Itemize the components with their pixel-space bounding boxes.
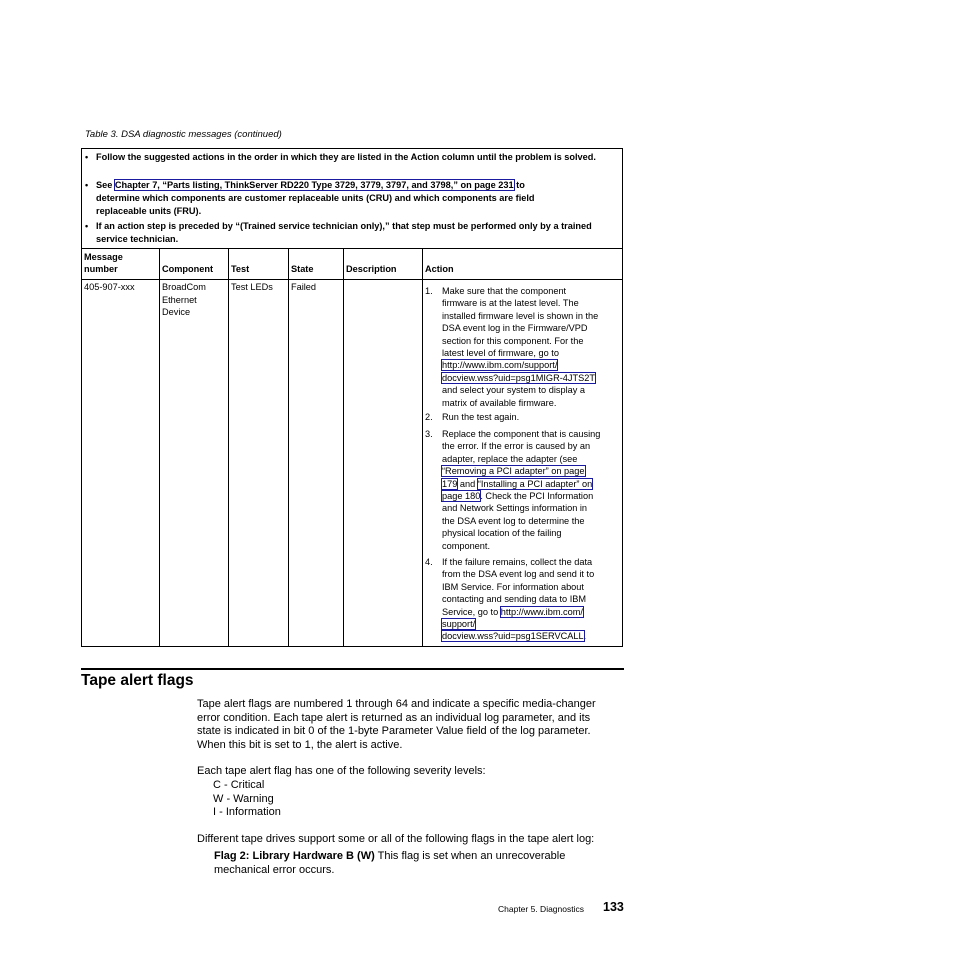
text-line: from the DSA event log and send it to (442, 569, 595, 580)
section-heading: Tape alert flags (81, 672, 194, 689)
note-2 (96, 179, 611, 218)
severity-intro: Each tape alert flag has one of the following severity levels: (197, 765, 486, 777)
removing-pci-adapter-link[interactable]: 179 (442, 478, 458, 489)
flag-2-text: mechanical error occurs. (214, 863, 335, 876)
header-message-number: Message number (84, 252, 123, 274)
column-divider (228, 248, 229, 646)
note-3: If an action step is preceded by “(Trained service technician only),” that step must be performed only by a trained service technician. (96, 221, 592, 244)
step-number: 1. (425, 286, 433, 296)
page-number: 133 (603, 900, 624, 914)
flag-2-text: This flag is set when an unrecoverable (374, 850, 566, 862)
text-line: installed firmware level is shown in the (442, 310, 599, 321)
ibm-service-link[interactable]: http://www.ibm.com/ (500, 606, 583, 617)
note-2-pre: See (96, 180, 113, 190)
severity-warning: W - Warning (213, 793, 274, 805)
text-line: Replace the component that is causing (442, 429, 601, 439)
flag-2-label: Flag 2: Library Hardware B (W) (214, 850, 375, 862)
cell-component: BroadCom Ethernet Device (162, 282, 206, 317)
text-line: contacting and sending data to IBM (442, 594, 587, 605)
text-line: Service, go to (442, 606, 499, 617)
flag-2-entry (214, 850, 614, 877)
ibm-service-link[interactable]: support/ (442, 619, 476, 630)
footer-chapter: Chapter 5. Diagnostics (498, 904, 584, 914)
ibm-service-link[interactable]: docview.wss?uid=psg1SERVCALL (442, 631, 584, 642)
header-divider (82, 279, 622, 280)
step-number: 4. (425, 557, 433, 567)
note-2-line2: determine which components are customer replaceable units (CRU) and which components are field (96, 193, 535, 203)
text-fragment: . (583, 631, 587, 642)
column-divider (159, 248, 160, 646)
text-line: the DSA event log to determine the (442, 515, 585, 526)
text-line: and select your system to display a (442, 385, 585, 396)
firmware-link[interactable]: docview.wss?uid=psg1MIGR-4JTS2T (442, 372, 595, 383)
installing-pci-adapter-link[interactable]: page 180 (442, 491, 481, 502)
column-divider (422, 248, 423, 646)
removing-pci-adapter-link[interactable]: “Removing a PCI adapter” on page (442, 466, 585, 477)
step-text (442, 556, 625, 643)
flags-intro: Different tape drives support some or all of the following flags in the tape alert log: (197, 833, 595, 845)
text-line: IBM Service. For information about (442, 581, 584, 592)
cell-message-number: 405-907-xxx (84, 282, 135, 292)
text-line: the error. If the error is caused by an (442, 441, 591, 452)
header-test: Test (231, 264, 250, 274)
text-fragment: . Check the PCI Information (480, 491, 594, 502)
step-text: Run the test again. (442, 412, 520, 422)
header-description: Description (346, 264, 397, 274)
note-2-post: to (516, 180, 525, 190)
text-line: firmware is at the latest level. The (442, 298, 579, 309)
text-line: Make sure that the component (442, 286, 567, 296)
text-line: state is indicated in bit 0 of the 1-byte Parameter Value field of the log parameter. (197, 725, 591, 738)
text-line: Tape alert flags are numbered 1 through 64 and indicate a specific media-changer (197, 698, 596, 710)
text-fragment: and (459, 478, 476, 489)
table-caption: Table 3. DSA diagnostic messages (continued) (85, 129, 282, 140)
text-line: section for this component. For the (442, 335, 584, 346)
note-1: Follow the suggested actions in the order in which they are listed in the Action column until the problem is solved. (96, 152, 596, 162)
text-line: error condition. Each tape alert is returned as an individual log parameter, and its (197, 711, 591, 724)
bullet: • (85, 221, 89, 231)
cell-test: Test LEDs (231, 282, 273, 292)
severity-information: I - Information (213, 806, 281, 818)
section-rule (81, 668, 624, 670)
header-component: Component (162, 264, 214, 274)
column-divider (288, 248, 289, 646)
text-line: adapter, replace the adapter (see (442, 453, 578, 464)
text-line: and Network Settings information in (442, 503, 588, 514)
bullet: • (85, 180, 89, 190)
text-line: component. (442, 540, 491, 551)
cell-state: Failed (291, 282, 317, 292)
text-line: latest level of firmware, go to (442, 348, 559, 359)
note-2-line3: replaceable units (FRU). (96, 206, 202, 216)
step-number: 2. (425, 412, 433, 422)
text-line: matrix of available firmware. (442, 397, 557, 408)
column-divider (343, 248, 344, 646)
header-action: Action (425, 264, 454, 274)
installing-pci-adapter-link[interactable]: “Installing a PCI adapter” on (477, 478, 593, 489)
text-line: DSA event log in the Firmware/VPD (442, 323, 588, 334)
tape-alert-paragraph (197, 698, 627, 752)
header-state: State (291, 264, 314, 274)
text-line: physical location of the failing (442, 528, 562, 539)
step-text (442, 428, 625, 552)
severity-critical: C - Critical (213, 779, 265, 791)
table-notes (82, 149, 622, 249)
step-text (442, 285, 625, 409)
step-number: 3. (425, 429, 433, 439)
text-line: When this bit is set to 1, the alert is active. (197, 738, 403, 751)
bullet: • (85, 152, 89, 162)
firmware-link[interactable]: http://www.ibm.com/support/ (442, 360, 558, 371)
chapter-7-link[interactable]: Chapter 7, “Parts listing, ThinkServer RD220 Type 3729, 3779, 3797, and 3798,” on page 231 (114, 180, 514, 190)
text-line: If the failure remains, collect the data (442, 557, 593, 567)
dsa-messages-table (81, 148, 623, 647)
